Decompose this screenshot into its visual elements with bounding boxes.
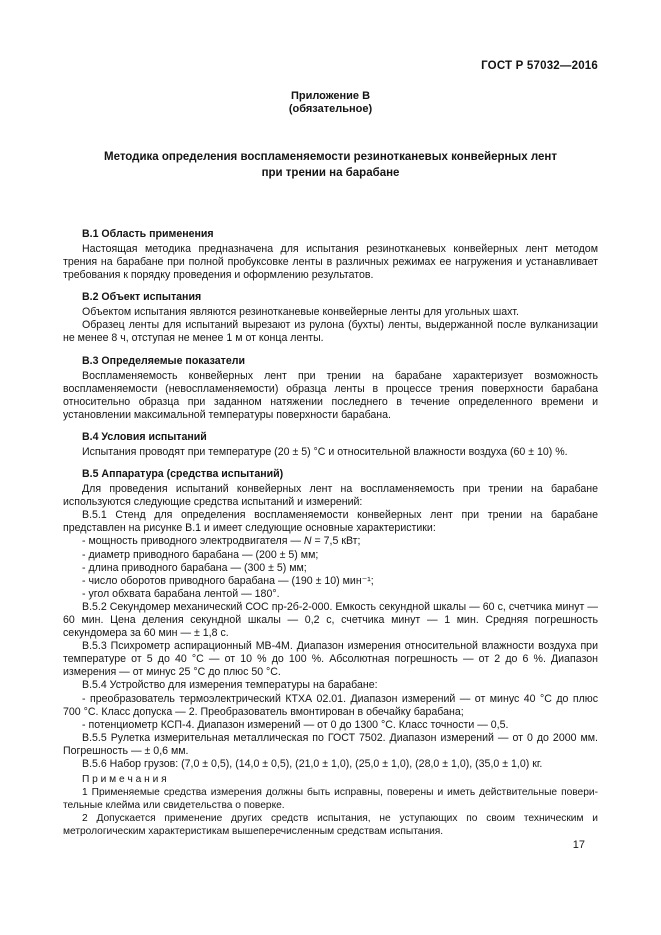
document-title: [40, 149, 621, 181]
document-title-line2: при трении на барабане: [261, 167, 400, 179]
note-item: 2 Допускается применение других средств испытания, не уступающих по своим техническим и метрологическим характеристикам вышеперечисленным средствам испытания.: [63, 812, 598, 837]
annex-kind: (обязательное): [288, 103, 373, 115]
section-heading-b5: В.5 Аппаратура (средства испытаний): [82, 468, 284, 481]
paragraph: Для проведения испытаний конвейерных лент на воспламеняемость при трении на барабане используются следующие средства испытаний и измерений:: [63, 483, 598, 509]
paragraph: В.5.1 Стенд для определения воспламеняемости конвейерных лент при трении на барабане представлен на рисунке В.1 и имеет следующие основные характеристики:: [63, 509, 598, 535]
section-heading-b3: В.3 Определяемые показатели: [82, 354, 245, 367]
doc-number: ГОСТ Р 57032—2016: [481, 60, 598, 72]
page-number: 17: [572, 839, 585, 851]
document-title-line1: Методика определения воспламеняемости резинотканевых конвейерных лент: [104, 151, 557, 163]
list-item: - преобразователь термоэлектрический КТХА 02.01. Диапазон измерений — от минус 40 °С до плюс 700 °С. Класс допуска — 2. Преобразователь вмонтирован в обечайку барабана;: [63, 692, 598, 718]
list-item: - угол обхвата барабана лентой — 180°.: [82, 587, 280, 600]
list-item-text: = 7,5 кВт;: [311, 535, 361, 548]
paragraph: Испытания проводят при температуре (20 ± 5) °С и относительной влажности воздуха (60 ± 10) %.: [82, 445, 568, 458]
notes-block: [63, 774, 598, 839]
paragraph: В.5.5 Рулетка измерительная металлическая по ГОСТ 7502. Диапазон измерений — от 0 до 2000 мм. Погрешность — ± 0,6 мм.: [63, 731, 598, 757]
section-heading-b4: В.4 Условия испытаний: [82, 430, 207, 443]
annex-label: Приложение В: [290, 90, 371, 102]
paragraph: Образец ленты для испытаний вырезают из рулона (бухты) ленты, выдержанной после вулканизации не менее 8 ч, отступая не менее 1 м от конца ленты.: [63, 319, 598, 345]
document-body: [63, 219, 598, 839]
list-item: - длина приводного барабана — (300 ± 5) мм;: [82, 561, 307, 574]
section-heading-b1: В.1 Область применения: [82, 228, 214, 240]
paragraph: В.5.3 Психрометр аспирационный МВ-4М. Диапазон измерения относительной влажности воздуха при температуре от 5 до 40 °С — от 10 % до 100 %. Абсолютная погрешность — от 2 до 6 %. Диапазон измерения — от минус 25 °С до плюс 50 °С.: [63, 640, 598, 679]
list-item: - число оборотов приводного барабана — (190 ± 10) мин⁻¹;: [82, 574, 374, 587]
list-item: - диаметр приводного барабана — (200 ± 5) мм;: [82, 548, 319, 561]
paragraph: Объектом испытания являются резинотканевые конвейерные ленты для угольных шахт.: [82, 306, 519, 319]
paragraph: Воспламеняемость конвейерных лент при трении на барабане характеризует возможность воспламеняемости (невоспламеняемости) образца ленты в процессе трения поверхности барабана относительно образца при заданном натяжении последнего в течение определенного времени и установлении максимальной температуры поверхности барабана.: [63, 369, 598, 421]
paragraph: В.5.2 Секундомер механический СОС пр-2б-2-000. Емкость секундной шкалы — 60 с, счетчика минут — 60 мин. Цена деления секундной шкалы — 0,2 с, счетчика минут — 1 мин. Средняя погрешность секундомера за 60 мин — ± 1,8 с.: [63, 600, 598, 640]
paragraph: В.5.6 Набор грузов: (7,0 ± 0,5), (14,0 ± 0,5), (21,0 ± 1,0), (25,0 ± 1,0), (28,0 ± 1,0), (35,0 ± 1,0) кг.: [82, 758, 543, 770]
list-item-text: - мощность приводного электродвигателя —: [82, 535, 304, 548]
annex-block: [0, 90, 661, 116]
formula-variable: N: [303, 535, 312, 548]
list-item-power: [63, 535, 598, 548]
notes-heading: П р и м е ч а н и я: [82, 774, 167, 786]
paragraph: В.5.4 Устройство для измерения температуры на барабане:: [82, 679, 378, 692]
list-item: - потенциометр КСП-4. Диапазон измерений — от 0 до 1300 °С. Класс точности — 0,5.: [82, 718, 509, 731]
note-item: 1 Применяемые средства измерения должны быть исправны, поверены и иметь действительные поверительные клейма или свидетельства о поверке.: [63, 787, 598, 811]
paragraph: Настоящая методика предназначена для испытания резинотканевых конвейерных лент методом трения на барабане при полной пробуксовке ленты в различных режимах ее нагружения и устанавливает требования к порядку проведения и оформлению результатов.: [63, 243, 598, 282]
section-heading-b2: В.2 Объект испытания: [82, 291, 202, 304]
